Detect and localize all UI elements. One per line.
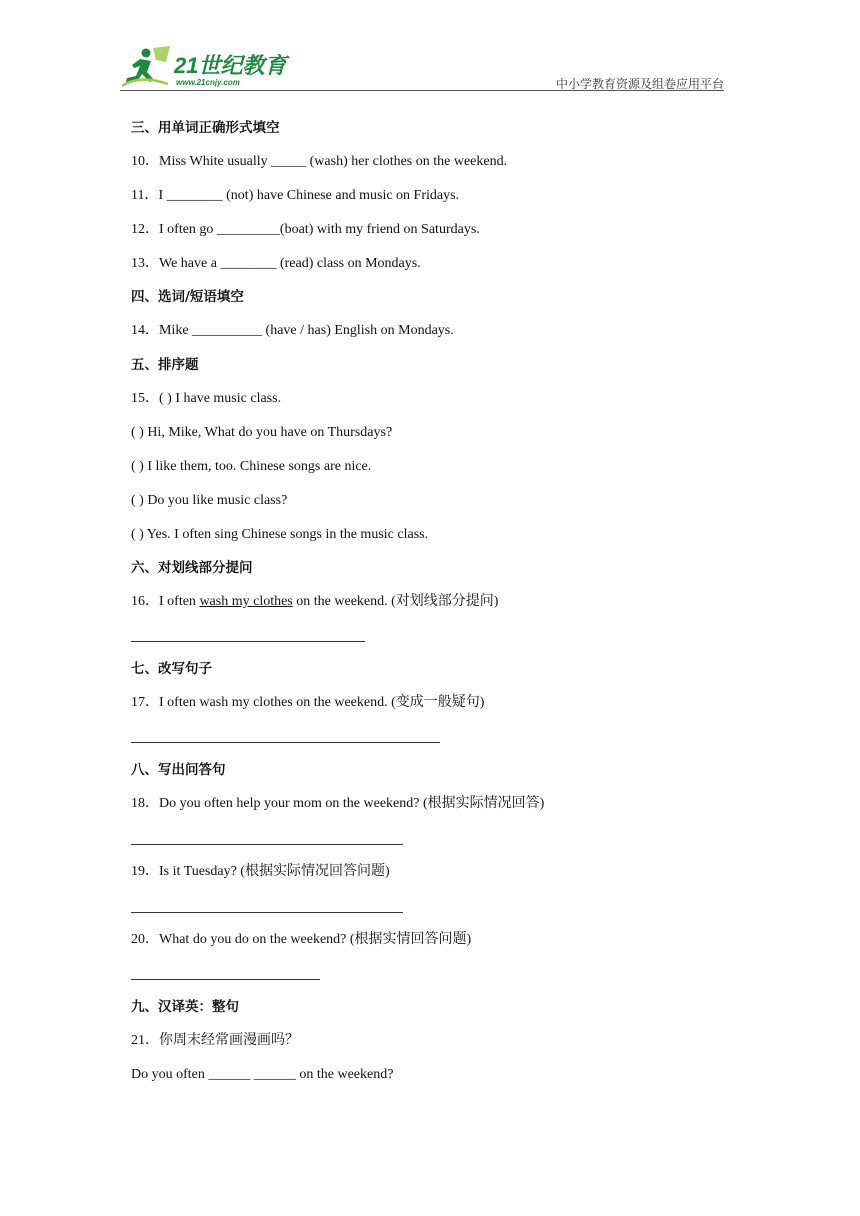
answer-line-16 [131,641,365,642]
question-16-prefix: 16．I often [131,594,200,609]
platform-name: 中小学教育资源及组卷应用平台 [555,77,724,91]
question-21-english: Do you often ______ ______ on the weekend? [131,1067,394,1082]
ordering-item-5: ( ) Yes. I often sing Chinese songs in the music class. [131,527,429,542]
ordering-item-4: ( ) Do you like music class? [131,493,288,508]
answer-line-20 [131,979,320,980]
question-15: 15．( ) I have music class. [131,391,282,406]
answer-line-18 [131,844,403,845]
page-header [120,44,724,92]
ordering-item-2: ( ) Hi, Mike, What do you have on Thursdays? [131,425,393,440]
question-19: 19．Is it Tuesday? (根据实际情况回答问题) [131,864,390,879]
question-11: 11．I ________ (not) have Chinese and music on Fridays. [131,188,460,203]
question-16 [131,593,498,611]
question-16-suffix: on the weekend. (对划线部分提问) [292,594,499,609]
logo-text: 21世纪教育 [174,53,287,78]
header-divider [120,90,724,91]
logo [120,44,300,90]
section-9-title: 九、汉译英：整句 [131,999,239,1015]
question-14: 14．Mike __________ (have / has) English on Mondays. [131,323,454,338]
answer-line-19 [131,912,403,913]
question-20: 20．What do you do on the weekend? (根据实情回答问题) [131,932,472,947]
question-17: 17．I often wash my clothes on the weekend. (变成一般疑句) [131,695,485,710]
question-16-underlined: wash my clothes [199,594,293,609]
question-10: 10．Miss White usually _____ (wash) her clothes on the weekend. [131,154,508,169]
runner-logo-icon [120,44,176,90]
question-18: 18．Do you often help your mom on the weekend? (根据实际情况回答) [131,796,545,811]
section-8-title: 八、写出问答句 [131,762,226,778]
section-4-title: 四、选词/短语填空 [131,289,244,305]
question-21: 21．你周末经常画漫画吗？ [131,1033,299,1048]
question-13: 13．We have a ________ (read) class on Mondays. [131,256,421,271]
section-3-title: 三、用单词正确形式填空 [131,120,280,136]
section-5-title: 五、排序题 [131,357,199,373]
answer-line-17 [131,742,440,743]
section-6-title: 六、对划线部分提问 [131,560,253,576]
section-7-title: 七、改写句子 [131,661,212,677]
ordering-item-3: ( ) I like them, too. Chinese songs are nice. [131,459,372,474]
logo-url: www.21cnjy.com [176,78,240,87]
question-12: 12．I often go _________(boat) with my friend on Saturdays. [131,222,480,237]
